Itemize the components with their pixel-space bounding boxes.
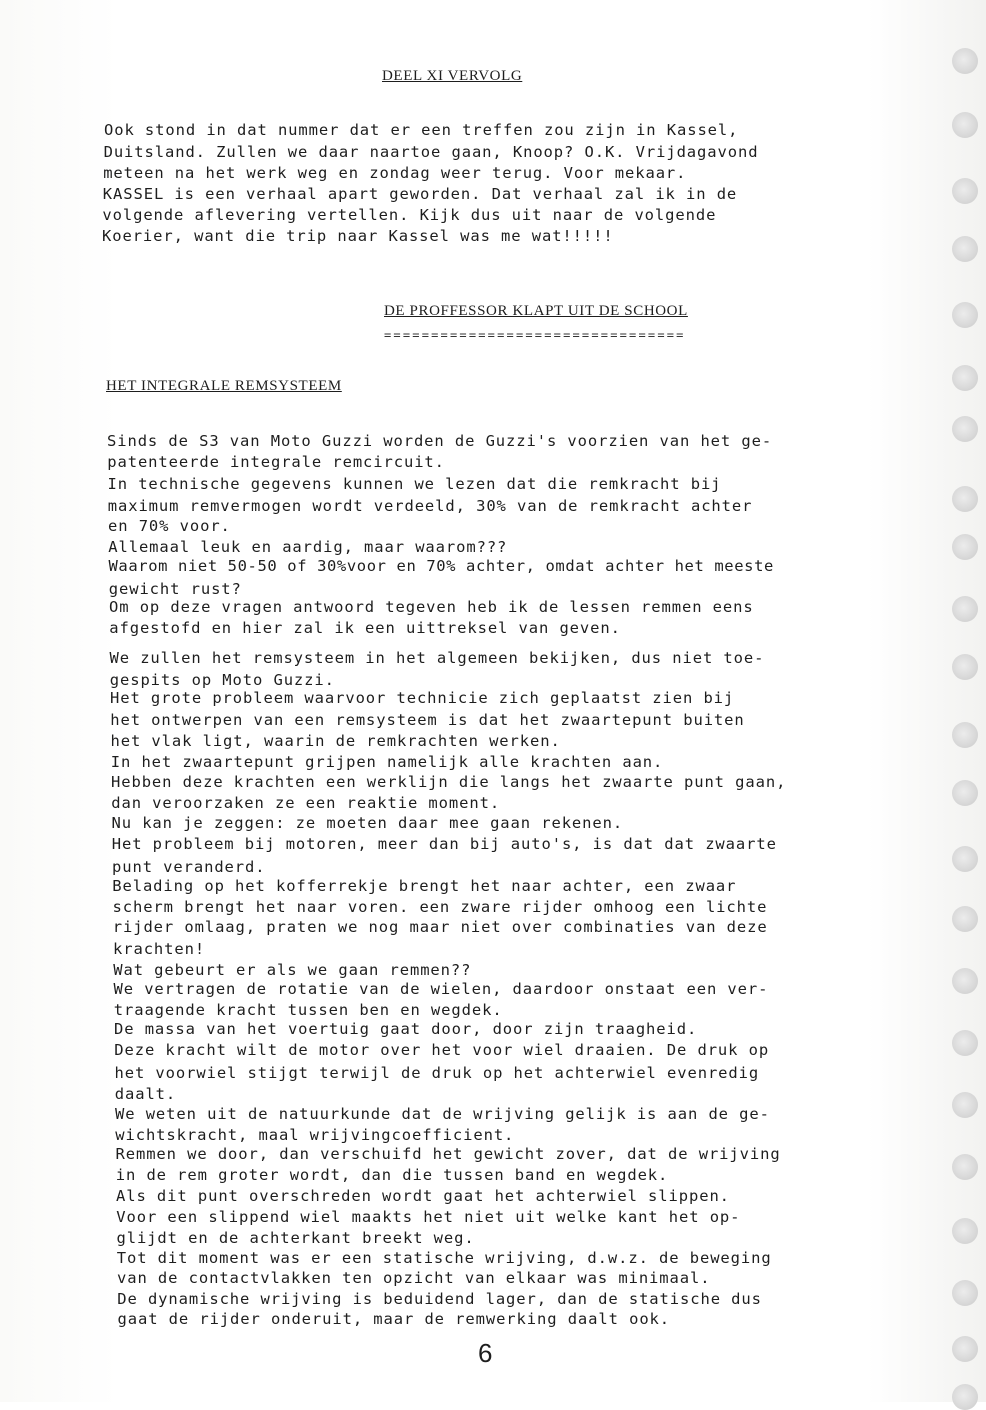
binder-hole: [952, 534, 978, 560]
binder-hole: [952, 365, 978, 391]
binder-hole: [952, 1336, 978, 1362]
subsection-title: HET INTEGRALE REMSYSTEEM: [106, 378, 342, 394]
body-line: We zullen het remsysteem in het algemeen bekijken, dus niet toe-: [109, 649, 765, 667]
body-line: in de rem groter wordt, dan die tussen band en wegdek.: [115, 1166, 669, 1184]
binder-hole: [952, 1030, 978, 1056]
binder-holes: [946, 40, 986, 1402]
body-line: Belading op het kofferrekje brengt het naar achter, een zwaar: [112, 877, 737, 895]
body-line: Deze kracht wilt de motor over het voor wiel draaien. De druk op: [114, 1041, 770, 1059]
body-line: traagende kracht tussen ben en wegdek.: [113, 1001, 503, 1019]
section-double-rule: ================================: [384, 328, 686, 342]
body-line: Waarom niet 50-50 of 30%voor en 70% achter, omdat achter het meeste: [108, 557, 774, 575]
body-line: het voorwiel stijgt terwijl de druk op het achterwiel evenredig: [114, 1064, 760, 1082]
body-line: De massa van het voertuig gaat door, door zijn traagheid.: [114, 1020, 698, 1038]
body-line: Om op deze vragen antwoord tegeven heb ik de lessen remmen eens: [109, 598, 754, 616]
body-line: rijder omlaag, praten we nog maar niet over combinaties van deze: [112, 918, 768, 936]
intro-line: KASSEL is een verhaal apart geworden. Dat verhaal zal ik in de: [102, 185, 738, 203]
body-line: daalt.: [114, 1085, 177, 1103]
body-line: In technische gegevens kunnen we lezen dat die remkracht bij: [107, 475, 722, 493]
binder-hole: [952, 416, 978, 442]
binder-hole: [952, 596, 978, 622]
body-line: het vlak ligt, waarin de remkrachten werken.: [110, 732, 561, 750]
body-line: We vertragen de rotatie van de wielen, daardoor onstaat een ver-: [113, 980, 769, 998]
binder-hole: [952, 780, 978, 806]
binder-hole: [952, 1384, 978, 1410]
page-header-title: DEEL XI VERVOLG: [382, 68, 523, 84]
body-line: punt veranderd.: [112, 858, 266, 876]
body-line: patenteerde integrale remcircuit.: [107, 453, 445, 471]
body-line: Allemaal leuk en aardig, maar waarom???: [108, 538, 508, 556]
binder-hole: [952, 486, 978, 512]
body-line: Wat gebeurt er als we gaan remmen??: [113, 961, 472, 979]
body-line: Nu kan je zeggen: ze moeten daar mee gaan rekenen.: [111, 814, 624, 832]
body-line: gewicht rust?: [108, 580, 242, 598]
section-title: DE PROFFESSOR KLAPT UIT DE SCHOOL: [384, 303, 688, 319]
binder-hole: [952, 1154, 978, 1180]
binder-hole: [952, 654, 978, 680]
binder-hole: [952, 906, 978, 932]
body-line: scherm brengt het naar voren. een zware rijder omhoog een lichte: [112, 898, 768, 916]
body-line: van de contactvlakken ten opzicht van elkaar was minimaal.: [117, 1269, 711, 1287]
body-line: Sinds de S3 van Moto Guzzi worden de Guzzi's voorzien van het ge-: [107, 432, 773, 450]
body-line: Het probleem bij motoren, meer dan bij auto's, is dat dat zwaarte: [111, 835, 777, 853]
intro-line: Duitsland. Zullen we daar naartoe gaan, Knoop? O.K. Vrijdagavond: [103, 143, 759, 161]
binder-hole: [952, 968, 978, 994]
body-line: Hebben deze krachten een werklijn die langs het zwaarte punt gaan,: [111, 773, 787, 791]
binder-hole: [952, 1092, 978, 1118]
body-line: In het zwaartepunt grijpen namelijk alle krachten aan.: [110, 753, 664, 771]
body-line: dan veroorzaken ze een reaktie moment.: [111, 794, 501, 812]
body-line: wichtskracht, maal wrijvingcoefficient.: [115, 1126, 515, 1144]
intro-line: meteen na het werk weg en zondag weer terug. Voor mekaar.: [103, 164, 687, 182]
body-line: We weten uit de natuurkunde dat de wrijving gelijk is aan de ge-: [115, 1105, 770, 1123]
body-line: krachten!: [113, 940, 206, 958]
body-line: gaat de rijder onderuit, maar de remwerking daalt ook.: [117, 1310, 671, 1328]
binder-hole: [952, 302, 978, 328]
intro-line: Ook stond in dat nummer dat er een treffen zou zijn in Kassel,: [104, 121, 739, 139]
binder-hole: [952, 846, 978, 872]
binder-hole: [952, 178, 978, 204]
intro-line: volgende aflevering vertellen. Kijk dus uit naar de volgende: [102, 206, 717, 224]
body-line: Remmen we door, dan verschuifd het gewicht zover, dat de wrijving: [115, 1145, 781, 1163]
body-line: glijdt en de achterkant breekt weg.: [116, 1229, 475, 1247]
binder-hole: [952, 112, 978, 138]
body-line: Voor een slippend wiel maakts het niet uit welke kant het op-: [116, 1208, 741, 1226]
body-line: afgestofd en hier zal ik een uittreksel van geven.: [109, 619, 621, 637]
binder-hole: [952, 1218, 978, 1244]
page-number: 6: [478, 1338, 493, 1368]
body-line: Tot dit moment was er een statische wrijving, d.w.z. de beweging: [116, 1249, 772, 1267]
binder-hole: [952, 722, 978, 748]
binder-hole: [952, 48, 978, 74]
binder-hole: [952, 1280, 978, 1306]
body-line: het ontwerpen van een remsysteem is dat het zwaartepunt buiten: [110, 711, 745, 729]
body-line: gespits op Moto Guzzi.: [109, 671, 335, 689]
intro-line: Koerier, want die trip naar Kassel was me wat!!!!!: [102, 227, 614, 245]
body-line: Als dit punt overschreden wordt gaat het achterwiel slippen.: [116, 1187, 730, 1205]
binder-hole: [952, 236, 978, 262]
body-line: en 70% voor.: [108, 517, 231, 535]
body-line: Het grote probleem waarvoor technicie zich geplaatst zien bij: [110, 689, 735, 707]
body-line: De dynamische wrijving is beduidend lager, dan de statische dus: [117, 1290, 762, 1308]
body-line: maximum remvermogen wordt verdeeld, 30% van de remkracht achter: [107, 497, 753, 515]
